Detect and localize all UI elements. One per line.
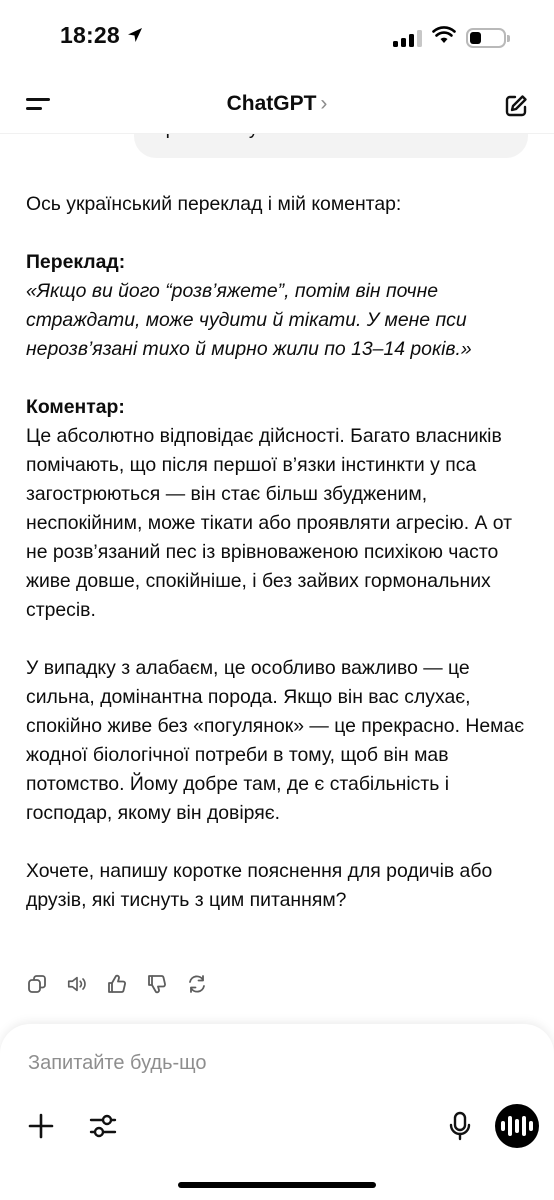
status-indicators [393,26,506,49]
header-title: ChatGPT [226,92,317,115]
location-arrow-icon [126,23,144,50]
comment-section [26,393,536,625]
tools-button[interactable] [88,1112,118,1140]
cellular-signal-icon [393,29,422,47]
chat-header [0,76,554,134]
chevron-right-icon: › [320,92,328,115]
add-attachment-button[interactable] [27,1112,55,1140]
model-selector[interactable] [0,92,554,116]
translation-heading: Переклад: [26,251,126,273]
comment-heading: Коментар: [26,396,125,418]
translation-section [26,248,536,364]
translation-text: «Якщо ви його “розв’яжете”, потім він почне страждати, може чудити й тікати. У мене пси нерозв’язані тихо й мирно жили по 13–14 років.» [26,280,472,360]
composer [0,1024,554,1200]
assistant-message [26,190,536,944]
reply-intro: Ось український переклад і мій коментар: [26,193,402,215]
wifi-icon [432,26,456,49]
read-aloud-icon[interactable] [66,972,88,996]
microphone-icon [448,1110,472,1142]
message-actions [26,972,208,996]
status-time [60,22,144,50]
thumbs-up-icon[interactable] [106,972,128,996]
status-bar [0,0,554,76]
plus-icon [27,1112,55,1140]
status-time-text: 18:28 [60,22,120,48]
reply-paragraph-alabai: У випадку з алабаєм, це особливо важливо — це сильна, домінантна порода. Якщо він вас слухає, спокійно живе без «погулянок» — це прекрасно. Немає жодної біологічної потреби в тому, щоб він мав потомство. Йому добре там, де є стабільність і господар, якому він довіряє. [26,657,525,824]
copy-icon[interactable] [26,972,48,996]
sliders-icon [88,1112,118,1140]
reply-followup-question: Хочете, напишу коротке пояснення для родичів або друзів, які тиснуть з цим питанням? [26,860,493,911]
battery-icon [466,28,506,48]
thumbs-down-icon[interactable] [146,972,168,996]
dictate-button[interactable] [448,1110,472,1142]
regenerate-icon[interactable] [186,972,208,996]
home-indicator[interactable] [178,1182,376,1188]
new-chat-button[interactable] [502,92,530,120]
comment-text: Це абсолютно відповідає дійсності. Багато власників помічають, що після першої в’язки інстинкти у пса загострюються — він стає більш збудженим, неспокійним, може тікати або проявляти агресію. А от не розв’язаний пес із врівноваженою психікою часто живе довше, спокійніше, і без зайвих гормональних стресів. [26,425,513,621]
compose-icon [502,92,530,120]
voice-mode-button[interactable] [495,1104,539,1148]
message-input[interactable]: Запитайте будь-що [28,1052,207,1074]
